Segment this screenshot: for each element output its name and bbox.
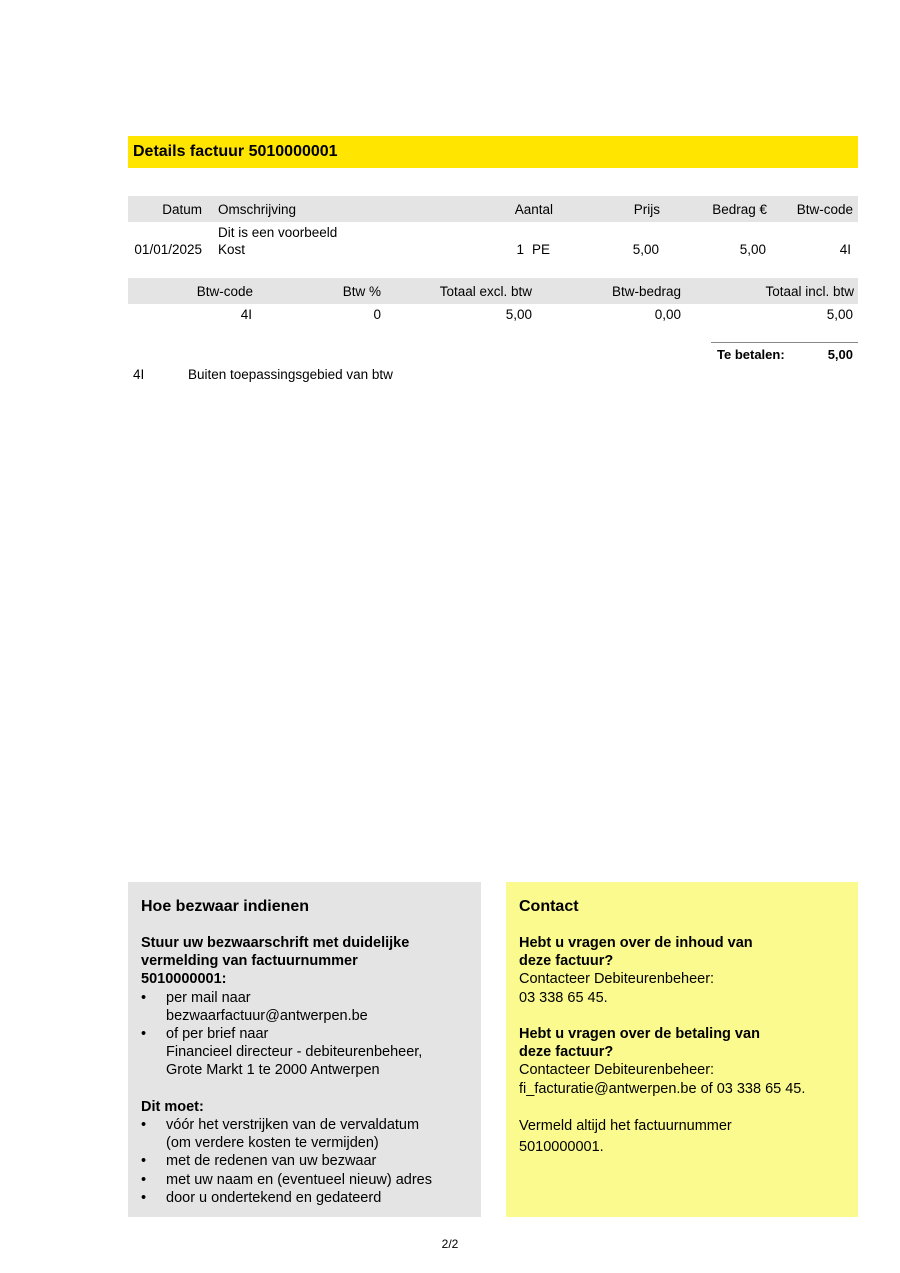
objection-intro-line2: vermelding van factuurnummer bbox=[141, 953, 358, 970]
channel-mail-address: bezwaarfactuur@antwerpen.be bbox=[166, 1007, 368, 1024]
row-btw-code: 4I bbox=[839, 242, 851, 257]
row-omschrijving-line1: Dit is een voorbeeld bbox=[218, 225, 338, 240]
vat-legend-code: 4I bbox=[133, 367, 145, 382]
contact-q2-line2: deze factuur? bbox=[519, 1044, 614, 1061]
header-datum: Datum bbox=[162, 202, 202, 217]
vat-row-totaal-excl: 5,00 bbox=[505, 307, 532, 322]
invoice-details-banner bbox=[128, 136, 858, 168]
contact-note-line1: Vermeld altijd het factuurnummer bbox=[519, 1118, 732, 1134]
requirement-signed-dated: • door u ondertekend en gedateerd bbox=[166, 1189, 382, 1206]
list-item bbox=[141, 1189, 475, 1207]
vat-header-btw-pct: Btw % bbox=[342, 284, 381, 299]
objection-intro-line3: 5010000001: bbox=[141, 971, 227, 988]
contact-q1-line2: deze factuur? bbox=[519, 953, 614, 970]
contact-q2-line1: Hebt u vragen over de betaling van bbox=[519, 1026, 760, 1042]
row-datum: 01/01/2025 bbox=[134, 242, 202, 257]
vat-header-btw-bedrag: Btw-bedrag bbox=[611, 284, 681, 299]
objection-requirements-list bbox=[141, 1116, 475, 1207]
channel-mail-label: • per mail naar bbox=[166, 989, 251, 1006]
header-prijs: Prijs bbox=[633, 202, 660, 217]
vat-header-btw-code: Btw-code bbox=[196, 284, 253, 299]
requirement-name-address: • met uw naam en (eventueel nieuw) adres bbox=[166, 1171, 432, 1188]
requirement-deadline: • vóór het verstrijken van de vervaldatum bbox=[166, 1117, 420, 1134]
list-item bbox=[141, 1025, 475, 1080]
contact-content bbox=[519, 934, 852, 1158]
channel-letter-address: Grote Markt 1 te 2000 Antwerpen bbox=[166, 1062, 380, 1079]
list-item bbox=[141, 1152, 475, 1170]
requirement-deadline-note: (om verdere kosten te vermijden) bbox=[166, 1135, 379, 1152]
contact-note-line2: 5010000001. bbox=[519, 1139, 604, 1155]
objection-content bbox=[141, 934, 475, 1207]
vat-row-btw-bedrag: 0,00 bbox=[654, 307, 681, 322]
contact-q2-email-phone: fi_facturatie@antwerpen.be of 03 338 65 45. bbox=[519, 1080, 806, 1097]
total-divider bbox=[711, 342, 858, 343]
contact-q2-answer-line1: Contacteer Debiteurenbeheer: bbox=[519, 1062, 715, 1079]
contact-title: Contact bbox=[519, 898, 579, 915]
vat-header-totaal-incl: Totaal incl. btw bbox=[765, 284, 854, 299]
row-prijs: 5,00 bbox=[632, 242, 659, 257]
contact-q1-line1: Hebt u vragen over de inhoud van bbox=[519, 935, 753, 951]
total-label: Te betalen: bbox=[717, 347, 785, 362]
invoice-details-title: Details factuur 5010000001 bbox=[133, 143, 338, 160]
contact-q1-answer-line1: Contacteer Debiteurenbeheer: bbox=[519, 971, 715, 988]
row-bedrag: 5,00 bbox=[739, 242, 766, 257]
channel-letter-label: • of per brief naar bbox=[166, 1026, 269, 1043]
requirement-reasons: • met de redenen van uw bezwaar bbox=[166, 1153, 377, 1170]
header-omschrijving: Omschrijving bbox=[218, 202, 297, 217]
list-item bbox=[141, 1171, 475, 1189]
objection-intro-line1: Stuur uw bezwaarschrift met duidelijke bbox=[141, 935, 410, 951]
row-omschrijving-line2: Kost bbox=[218, 242, 246, 257]
objection-box bbox=[128, 882, 481, 1217]
header-bedrag: Bedrag € bbox=[712, 202, 767, 217]
vat-header-totaal-excl: Totaal excl. btw bbox=[439, 284, 532, 299]
header-aantal: Aantal bbox=[514, 202, 553, 217]
vat-row-btw-pct: 0 bbox=[373, 307, 381, 322]
total-value: 5,00 bbox=[827, 347, 853, 362]
contact-q1-phone: 03 338 65 45. bbox=[519, 989, 608, 1006]
channel-letter-recipient: Financieel directeur - debiteurenbeheer, bbox=[166, 1044, 423, 1061]
objection-must-heading: Dit moet: bbox=[141, 1098, 204, 1115]
list-item bbox=[141, 1116, 475, 1152]
vat-legend-description: Buiten toepassingsgebied van btw bbox=[188, 367, 393, 382]
row-aantal: 1 bbox=[516, 242, 524, 257]
vat-row-totaal-incl: 5,00 bbox=[826, 307, 853, 322]
list-item bbox=[141, 989, 475, 1025]
page-number: 2/2 bbox=[441, 1237, 459, 1251]
contact-box bbox=[506, 882, 858, 1217]
objection-channels-list bbox=[141, 989, 475, 1080]
vat-row-btw-code: 4I bbox=[240, 307, 252, 322]
objection-title: Hoe bezwaar indienen bbox=[141, 898, 310, 915]
header-btw-code: Btw-code bbox=[796, 202, 853, 217]
row-eenheid: PE bbox=[532, 242, 551, 257]
